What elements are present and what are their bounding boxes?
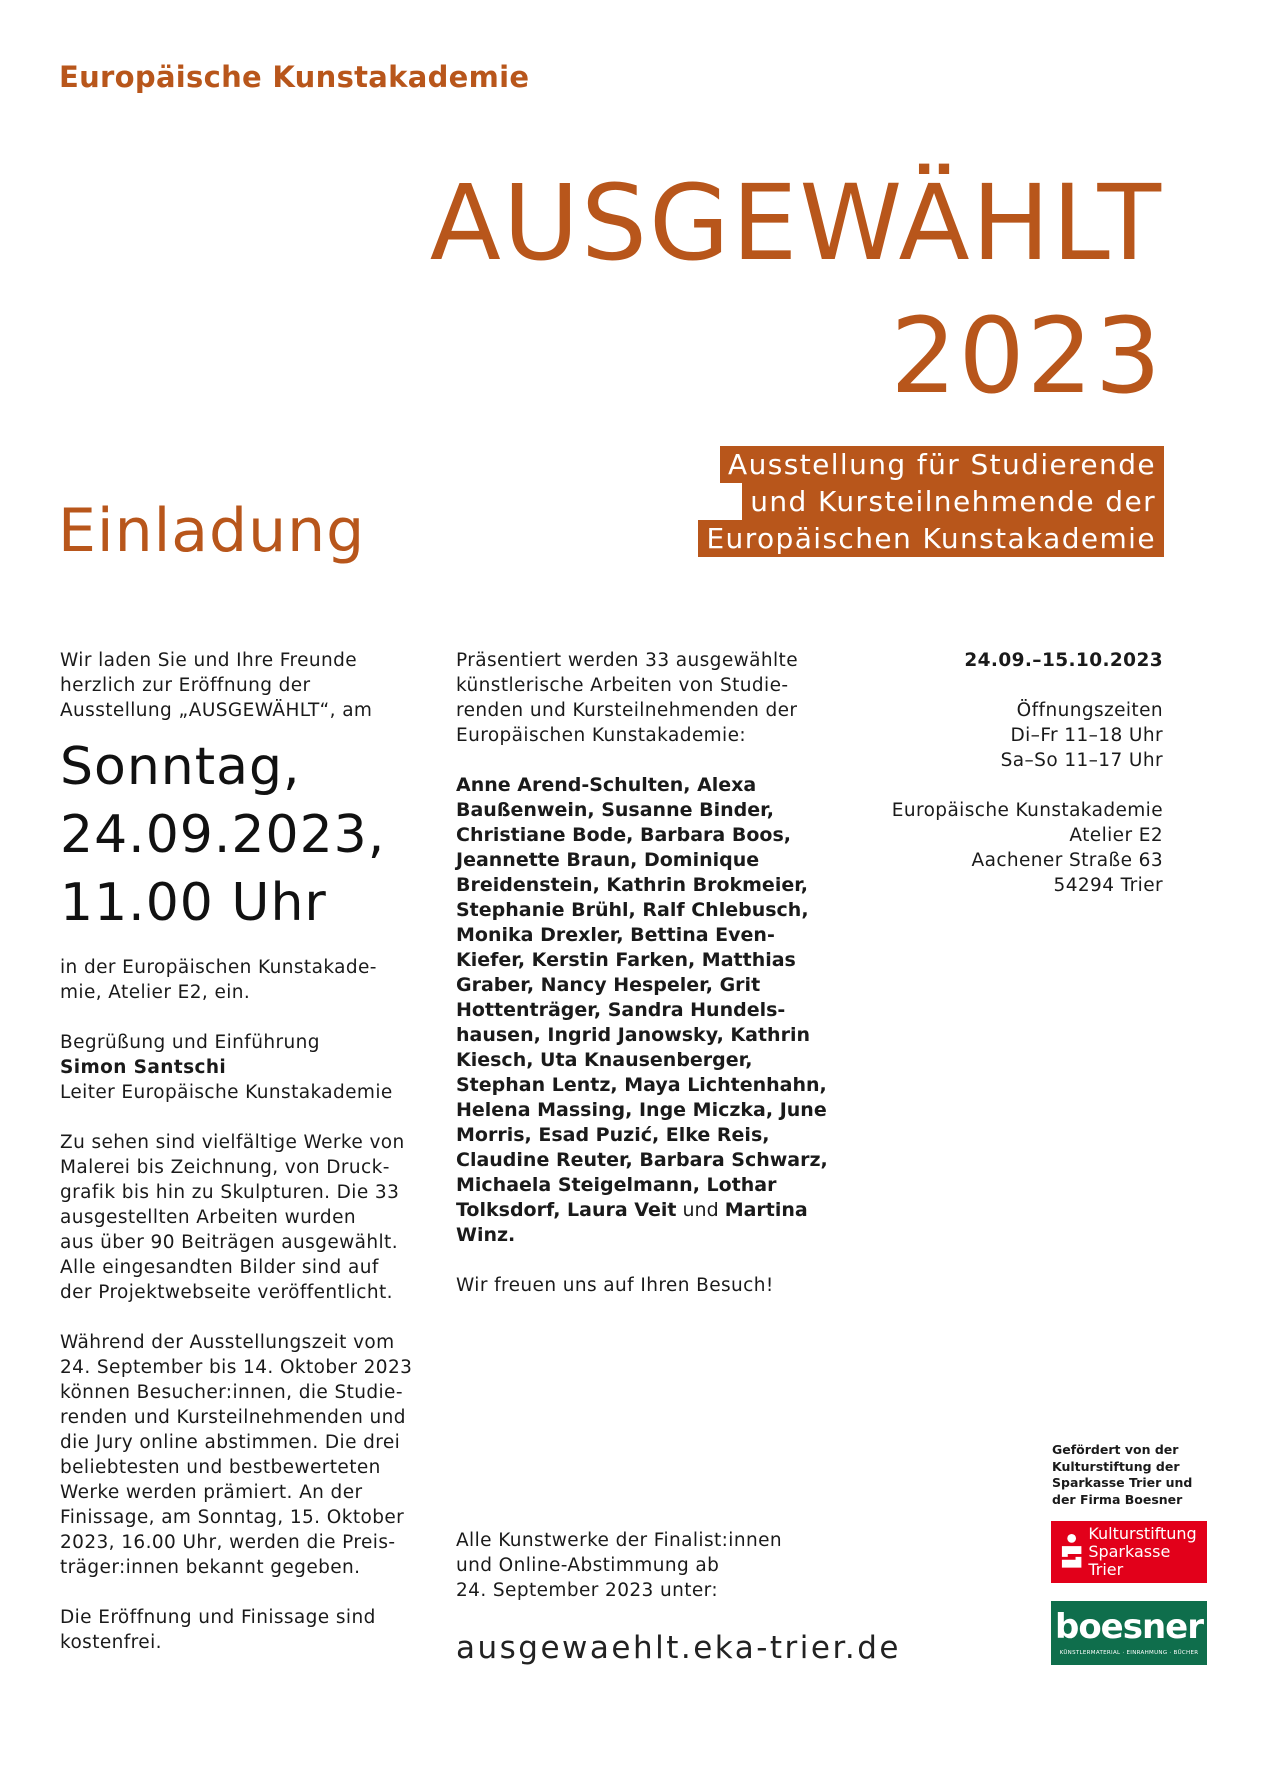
project-url-link[interactable]: ausgewaehlt.eka-trier.de [456, 1630, 901, 1666]
opening-location: in der Europäischen Kunstakade- mie, Atelier E2, ein. [60, 957, 377, 1003]
sparkasse-logo-text: Kulturstiftung Sparkasse Trier [1088, 1524, 1197, 1579]
boesner-wordmark: boesner [1054, 1607, 1204, 1647]
artist-list [456, 773, 836, 1248]
venue-address: Europäische Kunstakademie Atelier E2 Aachener Straße 63 54294 Trier [891, 800, 1163, 896]
tagline-line: Europäischen Kunstakademie [698, 520, 1164, 557]
voting-description: Während der Ausstellungszeit vom 24. September bis 14. Oktober 2023 können Besucher:innen, die Studie- renden und Kursteilnehmenden und die Jury online abstimmen. Die drei beliebtesten und bestbewerteten Werke werden prämiert. An der Finissage, am Sonntag, 15. Oktober 2023, 16.00 Uhr, werden die Preis- träger:innen bekannt gegeben. [60, 1332, 413, 1578]
sponsor-note: Gefördert von der Kulturstiftung der Sparkasse Trier und der Firma Boesner [1052, 1442, 1193, 1507]
opening-date: Sonntag, 24.09.2023, 11.00 Uhr [60, 737, 386, 933]
brand-name: Europäische Kunstakademie [59, 60, 530, 94]
boesner-logo [1051, 1601, 1207, 1665]
artist-names: Anne Arend-Schulten, Alexa Baußenwein, Susanne Binder, Christiane Bode, Barbara Boos, Jeannette Braun, Dominique Breidenstein, Kathrin Brokmeier, Stephanie Brühl, Ralf Chlebusch, Monika Drexler, Bettina Even- Kiefer, Kerstin Farken, Matthias Graber, Nancy Hespeler, Grit Hottenträger, Sandra Hundels- hausen, Ingrid Janowsky, Kathrin Kiesch, Uta Knausenberger, Stephan Lentz, Maya Lichtenhahn, Helena Massing, Inge Miczka, June Morris, Esad Puzić, Elke Reis, Claudine Reuter, Barbara Schwarz, Michaela Steigelmann, Lothar Tolksdorf, Laura Veit [456, 774, 828, 1221]
exhibition-title: AUSGEWÄHLT [429, 162, 1163, 284]
exhibition-dates: 24.09.–15.10.2023 [964, 650, 1163, 671]
column-artists [456, 648, 836, 1298]
sparkasse-s-icon [1059, 1532, 1084, 1572]
artists-intro: Präsentiert werden 33 ausgewählte künstlerische Arbeiten von Studie- renden und Kursteilnehmenden der Europäischen Kunstakademie: [456, 650, 798, 746]
tagline-box [698, 446, 1164, 557]
exhibition-year: 2023 [890, 295, 1163, 417]
column-info [863, 648, 1163, 898]
free-entry-note: Die Eröffnung und Finissage sind kostenfrei. [60, 1607, 376, 1653]
tagline-line: und Kursteilnehmende der [742, 483, 1164, 520]
speaker-role: Leiter Europäische Kunstakademie [60, 1082, 393, 1103]
invitation-intro: Wir laden Sie und Ihre Freunde herzlich zur Eröffnung der Ausstellung „AUSGEWÄHLT“, am [60, 650, 373, 721]
speaker-name: Simon Santschi [60, 1057, 227, 1078]
artist-name-last: Martina Winz. [456, 1199, 808, 1246]
online-voting-intro: Alle Kunstwerke der Finalist:innen und Online-Abstimmung ab 24. September 2023 unter: [456, 1530, 782, 1601]
tagline-line: Ausstellung für Studierende [720, 446, 1164, 483]
boesner-tagline: KÜNSTLERMATERIAL · EINRAHMUNG · BÜCHER [1059, 1650, 1199, 1656]
invitation-heading: Einladung [58, 496, 366, 566]
column-invitation [60, 648, 440, 1655]
welcome-label: Begrüßung und Einführung [60, 1032, 320, 1053]
sparkasse-logo [1051, 1521, 1207, 1583]
closing-line: Wir freuen uns auf Ihren Besuch! [456, 1275, 774, 1296]
works-description: Zu sehen sind vielfältige Werke von Malerei bis Zeichnung, von Druck- grafik bis hin zu Skulpturen. Die 33 ausgestellten Arbeiten wurden aus über 90 Beiträgen ausgewählt. Alle eingesandten Bilder sind auf der Projektwebseite veröffentlicht. [60, 1132, 405, 1303]
opening-hours: Öffnungszeiten Di–Fr 11–18 Uhr Sa–So 11–17 Uhr [1000, 700, 1163, 771]
artist-list-conjunction: und [676, 1199, 725, 1221]
